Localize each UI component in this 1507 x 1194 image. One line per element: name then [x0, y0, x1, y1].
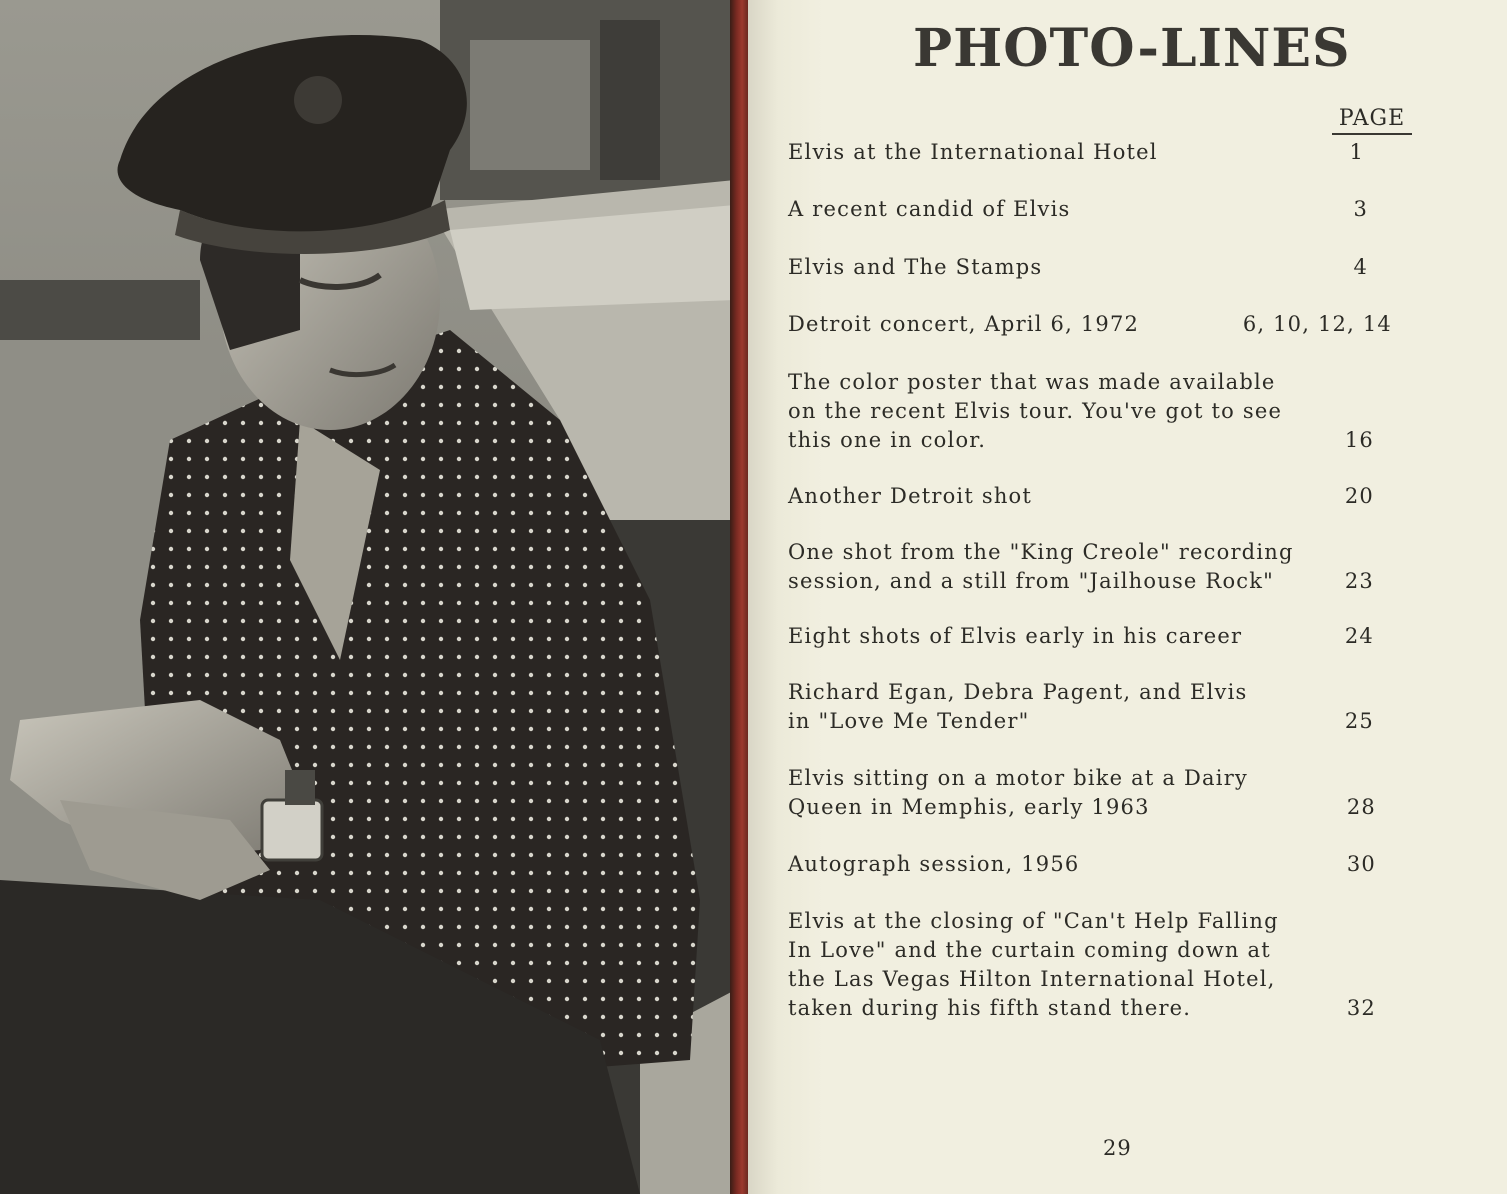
entry-description: Another Detroit shot: [788, 484, 1033, 508]
entry-description: Elvis sitting on a motor bike at a Dairy Queen in Memphis, early 1963: [788, 766, 1248, 819]
photo-line-entry: [788, 195, 1408, 224]
photo-line-entry: [788, 482, 1408, 511]
elvis-photo: [0, 0, 735, 1194]
entry-description: One shot from the "King Creole" recording session, and a still from "Jailhouse Rock": [788, 540, 1294, 593]
photo-line-entry: [788, 538, 1408, 596]
entry-page-number: 30: [1346, 852, 1376, 876]
entry-page-number: 23: [1344, 569, 1374, 593]
entry-page-number: 24: [1344, 624, 1374, 648]
page-title: PHOTO-LINES: [913, 18, 1351, 79]
entry-description: Autograph session, 1956: [788, 852, 1080, 876]
entry-description: A recent candid of Elvis: [788, 197, 1071, 221]
photo-line-entry: [788, 253, 1408, 282]
entry-page-number: 28: [1346, 795, 1376, 819]
photo-line-entry: [788, 850, 1408, 879]
entry-description: Richard Egan, Debra Pagent, and Elvis in "Love Me Tender": [788, 680, 1248, 733]
entry-page-number: 16: [1344, 428, 1374, 452]
entry-page-number: 20: [1344, 484, 1374, 508]
entry-description: Elvis and The Stamps: [788, 255, 1043, 279]
entry-description: Elvis at the International Hotel: [788, 140, 1158, 164]
photo-line-entry: [788, 622, 1408, 651]
entry-page-number: 6, 10, 12, 14: [1242, 312, 1392, 336]
photo-line-entry: [788, 310, 1408, 339]
text-page: [748, 0, 1507, 1194]
photo-line-entry: [788, 907, 1408, 1023]
entry-page-number: 32: [1346, 996, 1376, 1020]
photo-page: [0, 0, 735, 1194]
entry-description: Elvis at the closing of "Can't Help Falling In Love" and the curtain coming down at the Las Vegas Hilton International Hotel, taken during his fifth stand there.: [788, 909, 1279, 1020]
page-column-header: PAGE: [1332, 106, 1412, 135]
entry-description: Detroit concert, April 6, 1972: [788, 312, 1140, 336]
photo-line-entry: [788, 678, 1408, 736]
entry-page-number: 3: [1353, 197, 1368, 221]
entry-page-number: 4: [1353, 255, 1368, 279]
photo-line-entry: [788, 368, 1408, 455]
entry-description: The color poster that was made available on the recent Elvis tour. You've got to see this one in color.: [788, 370, 1283, 452]
entry-description: Eight shots of Elvis early in his career: [788, 624, 1243, 648]
entry-page-number: 25: [1344, 709, 1374, 733]
entry-page-number: 1: [1349, 140, 1364, 164]
page-number-footer: 29: [1103, 1136, 1132, 1160]
photo-line-entry: [788, 764, 1408, 822]
photo-line-entry: [788, 138, 1408, 167]
